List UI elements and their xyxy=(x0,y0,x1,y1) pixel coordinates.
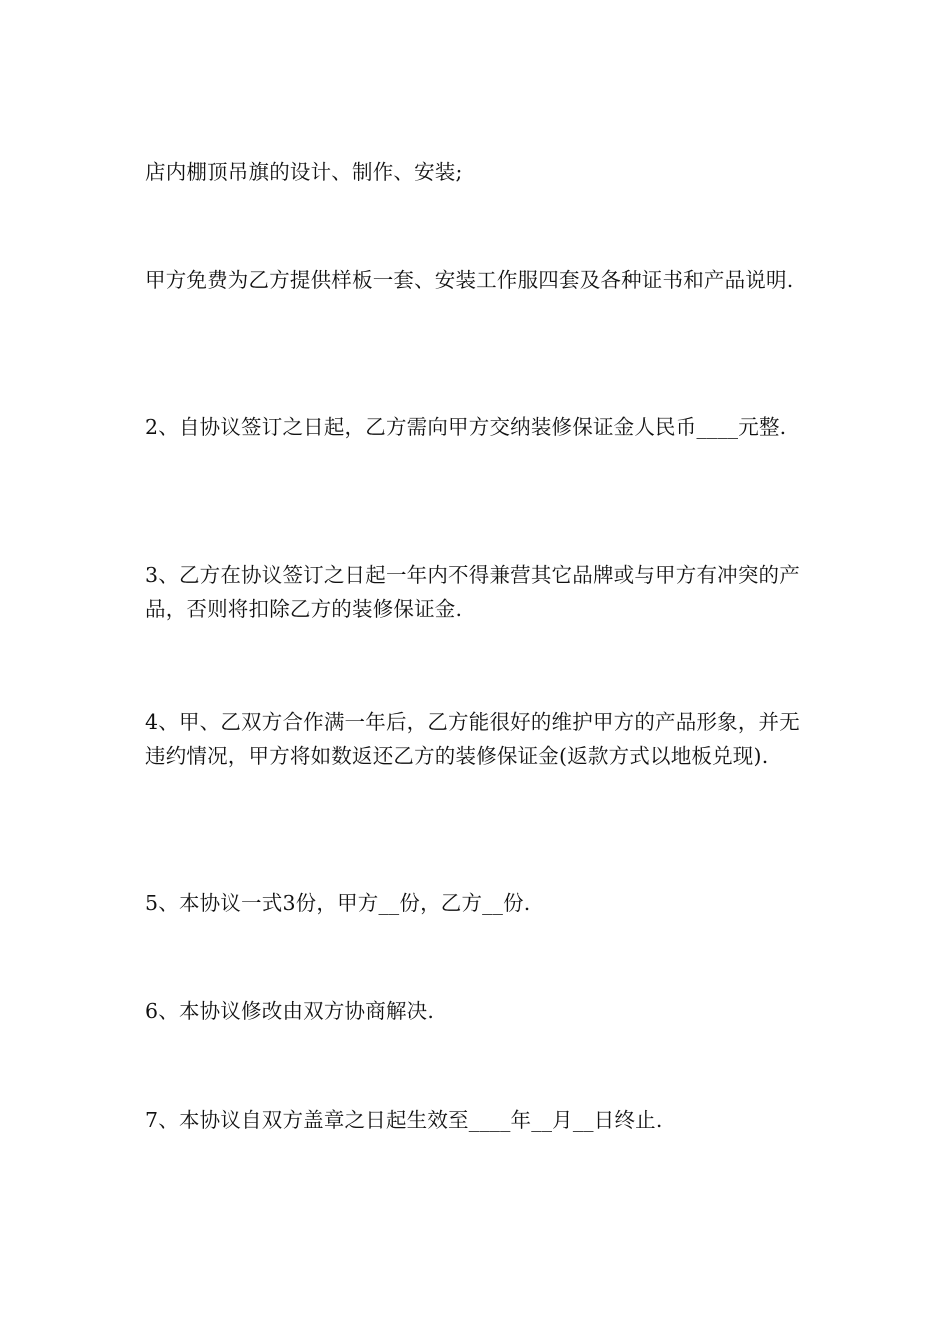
paragraph-clause-5: 5、本协议一式3份，甲方__份，乙方__份. xyxy=(145,891,531,915)
paragraph-clause-4: 4、甲、乙双方合作满一年后，乙方能很好的维护甲方的产品形象，并无违约情况，甲方将如数返还乙方的装修保证金(返款方式以地板兑现). xyxy=(145,710,800,768)
paragraph-clause-6: 6、本协议修改由双方协商解决. xyxy=(145,999,435,1023)
paragraph-clause-3: 3、乙方在协议签订之日起一年内不得兼营其它品牌或与甲方有冲突的产品，否则将扣除乙方的装修保证金. xyxy=(145,563,800,621)
paragraph-free-samples: 甲方免费为乙方提供样板一套、安装工作服四套及各种证书和产品说明. xyxy=(145,268,794,292)
paragraph-ceiling-banner: 店内棚顶吊旗的设计、制作、安装; xyxy=(145,160,463,184)
paragraph-clause-7: 7、本协议自双方盖章之日起生效至____年__月__日终止. xyxy=(145,1108,663,1132)
paragraph-clause-2: 2、自协议签订之日起，乙方需向甲方交纳装修保证金人民币____元整. xyxy=(145,415,787,439)
